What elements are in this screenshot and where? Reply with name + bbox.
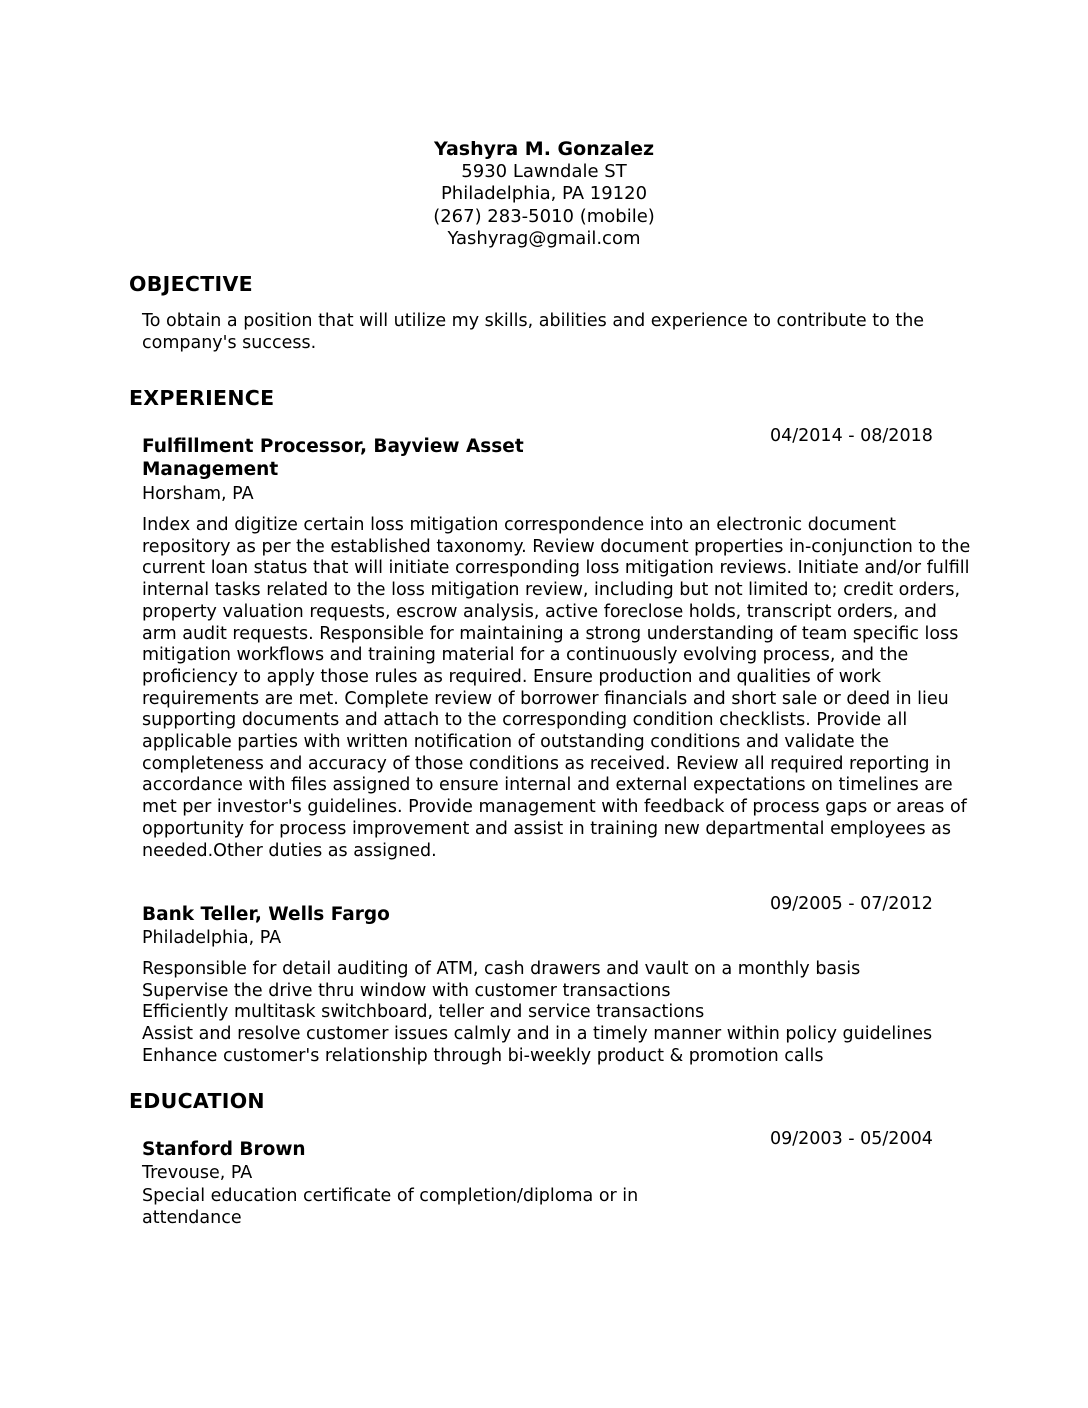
- experience-heading: EXPERIENCE: [129, 386, 275, 410]
- job-location: Philadelphia, PA: [142, 928, 282, 948]
- job-description: Index and digitize certain loss mitigation correspondence into an electronic document repository as per the established taxonomy. Review document properties in-conjunction to the current loan status that will initiate corresponding loss mitigation reviews. Initiate and/or fulfill internal tasks related to the loss mitigation review, including but not limited to; credit orders, property valuation requests, escrow analysis, active foreclose holds, transcript orders, and arm audit requests. Responsible for maintaining a strong understanding of team specific loss mitigation workflows and training material for a continuously evolving process, and the proficiency to apply those rules as required. Ensure production and qualities of work requirements are met. Complete review of borrower financials and short sale or deed in lieu supporting documents and attach to the corresponding condition checklists. Provide all applicable parties with written notification of outstanding conditions and validate the completeness and accuracy of those conditions as received. Review all required reporting in accordance with files assigned to ensure internal and external expectations on timelines are met per investor's guidelines. Provide management with feedback of process gaps or areas of opportunity for process improvement and assist in training new departmental employees as needed.Other duties as assigned.: [142, 515, 971, 861]
- objective-heading: OBJECTIVE: [129, 272, 253, 296]
- job-title: Fulfillment Processor, Bayview Asset Management: [142, 436, 524, 480]
- job-duty-item: Responsible for detail auditing of ATM, cash drawers and vault on a monthly basis: [142, 959, 861, 979]
- job-duty-item: Assist and resolve customer issues calmly and in a timely manner within policy guidelines: [142, 1024, 933, 1045]
- job-dates: 04/2014 - 08/2018: [770, 426, 933, 446]
- school-description: Special education certificate of completion/diploma or in attendance: [142, 1186, 639, 1228]
- email-address: Yashyrag@gmail.com: [447, 228, 641, 249]
- education-heading: EDUCATION: [129, 1089, 265, 1113]
- job-duty-item: Supervise the drive thru window with customer transactions: [142, 980, 671, 1001]
- phone-number: (267) 283-5010 (mobile): [433, 205, 655, 227]
- school-location: Trevouse, PA: [142, 1163, 253, 1183]
- job-title: Bank Teller, Wells Fargo: [142, 904, 390, 925]
- applicant-name: Yashyra M. Gonzalez: [433, 138, 655, 160]
- school-dates: 09/2003 - 05/2004: [770, 1129, 933, 1149]
- objective-text: To obtain a position that will utilize my skills, abilities and experience to contribute to the company's success.: [142, 311, 925, 353]
- job-duties-list: [142, 959, 972, 1068]
- contact-header: [0, 138, 1088, 251]
- job-dates: 09/2005 - 07/2012: [770, 894, 933, 914]
- address-line-1: 5930 Lawndale ST: [461, 160, 627, 182]
- job-duty-item: Efficiently multitask switchboard, teller and service transactions: [142, 1002, 705, 1023]
- job-location: Horsham, PA: [142, 484, 254, 504]
- job-duty-item: Enhance customer's relationship through bi-weekly product & promotion calls: [142, 1045, 824, 1066]
- address-line-2: Philadelphia, PA 19120: [440, 183, 648, 204]
- school-name: Stanford Brown: [142, 1139, 306, 1160]
